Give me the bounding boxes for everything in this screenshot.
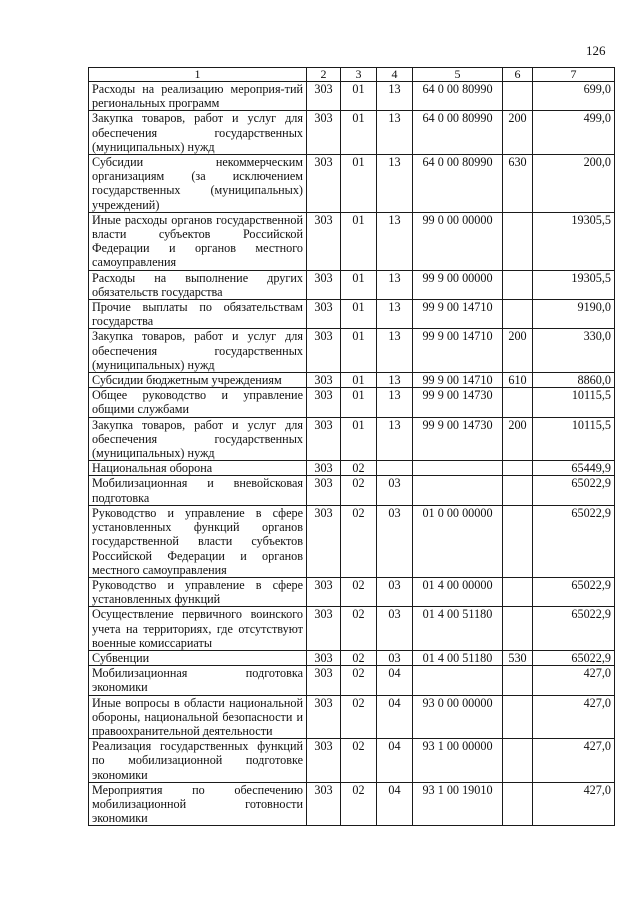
- table-row: [89, 155, 615, 213]
- cell-target-article: 64 0 00 80990: [413, 111, 503, 155]
- table-row: [89, 695, 615, 739]
- cell-subsection: 13: [377, 373, 413, 388]
- cell-name: Руководство и управление в сфере установленных функций: [89, 577, 307, 606]
- cell-subsection: 13: [377, 212, 413, 270]
- cell-subsection: 13: [377, 300, 413, 329]
- cell-ved: 303: [307, 111, 341, 155]
- cell-target-article: 99 9 00 00000: [413, 270, 503, 299]
- cell-name: Субвенции: [89, 650, 307, 665]
- cell-section: 01: [341, 82, 377, 111]
- cell-section: 02: [341, 607, 377, 651]
- cell-name: Прочие выплаты по обязательствам государства: [89, 300, 307, 329]
- cell-target-article: 01 4 00 51180: [413, 650, 503, 665]
- cell-expense-type: [503, 476, 533, 505]
- cell-target-article: 93 1 00 00000: [413, 739, 503, 783]
- cell-expense-type: [503, 666, 533, 695]
- cell-expense-type: [503, 695, 533, 739]
- cell-section: 02: [341, 695, 377, 739]
- cell-amount: 65022,9: [533, 607, 615, 651]
- cell-subsection: 03: [377, 577, 413, 606]
- cell-amount: 499,0: [533, 111, 615, 155]
- cell-section: 01: [341, 300, 377, 329]
- cell-subsection: 13: [377, 155, 413, 213]
- cell-section: 01: [341, 270, 377, 299]
- cell-amount: 65022,9: [533, 650, 615, 665]
- cell-subsection: 04: [377, 782, 413, 826]
- cell-expense-type: [503, 388, 533, 417]
- cell-target-article: 99 9 00 14710: [413, 373, 503, 388]
- cell-ved: 303: [307, 739, 341, 783]
- cell-expense-type: 610: [503, 373, 533, 388]
- cell-expense-type: [503, 607, 533, 651]
- cell-name: Закупка товаров, работ и услуг для обеспечения государственных (муниципальных) нужд: [89, 111, 307, 155]
- cell-subsection: 13: [377, 417, 413, 461]
- cell-target-article: 99 9 00 14710: [413, 329, 503, 373]
- cell-amount: 65022,9: [533, 505, 615, 577]
- cell-subsection: 03: [377, 650, 413, 665]
- cell-section: 01: [341, 111, 377, 155]
- cell-amount: 427,0: [533, 695, 615, 739]
- cell-section: 02: [341, 782, 377, 826]
- cell-section: 02: [341, 577, 377, 606]
- cell-section: 02: [341, 476, 377, 505]
- cell-amount: 200,0: [533, 155, 615, 213]
- cell-amount: 330,0: [533, 329, 615, 373]
- cell-section: 01: [341, 212, 377, 270]
- cell-subsection: 04: [377, 666, 413, 695]
- cell-name: Реализация государственных функций по мобилизационной подготовке экономики: [89, 739, 307, 783]
- cell-ved: 303: [307, 782, 341, 826]
- header-col-csr: 5: [413, 68, 503, 82]
- cell-ved: 303: [307, 329, 341, 373]
- table-row: [89, 666, 615, 695]
- cell-name: Закупка товаров, работ и услуг для обеспечения государственных (муниципальных) нужд: [89, 417, 307, 461]
- header-col-ved: 2: [307, 68, 341, 82]
- cell-amount: 10115,5: [533, 417, 615, 461]
- cell-subsection: [377, 461, 413, 476]
- cell-amount: 19305,5: [533, 212, 615, 270]
- cell-target-article: 99 0 00 00000: [413, 212, 503, 270]
- header-col-name: 1: [89, 68, 307, 82]
- cell-amount: 427,0: [533, 782, 615, 826]
- cell-target-article: 99 9 00 14730: [413, 388, 503, 417]
- table-row: [89, 82, 615, 111]
- table-header-row: [89, 68, 615, 82]
- page-number: 126: [586, 43, 606, 58]
- table-row: [89, 476, 615, 505]
- cell-name: Расходы на реализацию мероприя-тий региональных программ: [89, 82, 307, 111]
- cell-ved: 303: [307, 577, 341, 606]
- table-row: [89, 461, 615, 476]
- cell-subsection: 13: [377, 270, 413, 299]
- cell-ved: 303: [307, 82, 341, 111]
- cell-expense-type: [503, 270, 533, 299]
- table-row: [89, 212, 615, 270]
- table-row: [89, 607, 615, 651]
- cell-name: Иные вопросы в области национальной обороны, национальной безопасности и правоохранительной деятельности: [89, 695, 307, 739]
- table-row: [89, 577, 615, 606]
- cell-target-article: [413, 461, 503, 476]
- cell-target-article: [413, 476, 503, 505]
- cell-name: Общее руководство и управление общими службами: [89, 388, 307, 417]
- cell-ved: 303: [307, 461, 341, 476]
- cell-target-article: 99 9 00 14730: [413, 417, 503, 461]
- cell-target-article: [413, 666, 503, 695]
- table-row: [89, 650, 615, 665]
- budget-table: [88, 67, 615, 826]
- cell-ved: 303: [307, 212, 341, 270]
- cell-target-article: 01 4 00 51180: [413, 607, 503, 651]
- cell-ved: 303: [307, 505, 341, 577]
- table-row: [89, 417, 615, 461]
- cell-expense-type: [503, 782, 533, 826]
- cell-name: Субсидии бюджетным учреждениям: [89, 373, 307, 388]
- cell-target-article: 99 9 00 14710: [413, 300, 503, 329]
- cell-ved: 303: [307, 650, 341, 665]
- cell-subsection: 03: [377, 476, 413, 505]
- cell-name: Субсидии некоммерческим организациям (за исключением государственных (муниципальных) учреждений): [89, 155, 307, 213]
- table-row: [89, 270, 615, 299]
- table-row: [89, 505, 615, 577]
- cell-subsection: 04: [377, 695, 413, 739]
- cell-target-article: 01 0 00 00000: [413, 505, 503, 577]
- cell-amount: 8860,0: [533, 373, 615, 388]
- cell-expense-type: 200: [503, 329, 533, 373]
- cell-ved: 303: [307, 388, 341, 417]
- cell-expense-type: [503, 300, 533, 329]
- cell-subsection: 13: [377, 329, 413, 373]
- table-row: [89, 300, 615, 329]
- cell-amount: 699,0: [533, 82, 615, 111]
- cell-target-article: 93 0 00 00000: [413, 695, 503, 739]
- cell-expense-type: [503, 505, 533, 577]
- cell-amount: 65022,9: [533, 476, 615, 505]
- cell-expense-type: [503, 739, 533, 783]
- cell-name: Мобилизационная и вневойсковая подготовка: [89, 476, 307, 505]
- cell-expense-type: 200: [503, 417, 533, 461]
- cell-name: Осуществление первичного воинского учета на территориях, где отсутствуют военные комиссариаты: [89, 607, 307, 651]
- cell-section: 01: [341, 373, 377, 388]
- cell-ved: 303: [307, 607, 341, 651]
- cell-subsection: 03: [377, 505, 413, 577]
- table-row: [89, 388, 615, 417]
- header-col-pr: 4: [377, 68, 413, 82]
- cell-target-article: 01 4 00 00000: [413, 577, 503, 606]
- cell-amount: 10115,5: [533, 388, 615, 417]
- cell-subsection: 13: [377, 82, 413, 111]
- cell-amount: 65022,9: [533, 577, 615, 606]
- cell-section: 01: [341, 329, 377, 373]
- cell-ved: 303: [307, 417, 341, 461]
- cell-amount: 9190,0: [533, 300, 615, 329]
- table-row: [89, 782, 615, 826]
- cell-target-article: 64 0 00 80990: [413, 82, 503, 111]
- cell-expense-type: 630: [503, 155, 533, 213]
- cell-expense-type: 530: [503, 650, 533, 665]
- header-col-vr: 6: [503, 68, 533, 82]
- cell-expense-type: [503, 461, 533, 476]
- cell-name: Иные расходы органов государственной власти субъектов Российской Федерации и органов местного самоуправления: [89, 212, 307, 270]
- header-col-sum: 7: [533, 68, 615, 82]
- cell-amount: 427,0: [533, 666, 615, 695]
- cell-subsection: 04: [377, 739, 413, 783]
- cell-amount: 19305,5: [533, 270, 615, 299]
- cell-ved: 303: [307, 476, 341, 505]
- cell-expense-type: [503, 577, 533, 606]
- cell-amount: 65449,9: [533, 461, 615, 476]
- cell-expense-type: 200: [503, 111, 533, 155]
- cell-name: Руководство и управление в сфере установленных функций органов государственной власти субъектов Российской Федерации и органов местного самоуправления: [89, 505, 307, 577]
- cell-name: Закупка товаров, работ и услуг для обеспечения государственных (муниципальных) нужд: [89, 329, 307, 373]
- cell-ved: 303: [307, 373, 341, 388]
- cell-ved: 303: [307, 155, 341, 213]
- cell-section: 01: [341, 388, 377, 417]
- cell-name: Национальная оборона: [89, 461, 307, 476]
- cell-ved: 303: [307, 270, 341, 299]
- cell-section: 02: [341, 650, 377, 665]
- cell-name: Расходы на выполнение других обязательств государства: [89, 270, 307, 299]
- cell-amount: 427,0: [533, 739, 615, 783]
- cell-name: Мероприятия по обеспечению мобилизационной готовности экономики: [89, 782, 307, 826]
- cell-name: Мобилизационная подготовка экономики: [89, 666, 307, 695]
- cell-ved: 303: [307, 695, 341, 739]
- cell-ved: 303: [307, 666, 341, 695]
- cell-section: 02: [341, 739, 377, 783]
- cell-expense-type: [503, 212, 533, 270]
- cell-ved: 303: [307, 300, 341, 329]
- cell-subsection: 03: [377, 607, 413, 651]
- table-row: [89, 111, 615, 155]
- cell-section: 02: [341, 461, 377, 476]
- cell-target-article: 93 1 00 19010: [413, 782, 503, 826]
- table-row: [89, 329, 615, 373]
- cell-subsection: 13: [377, 388, 413, 417]
- cell-section: 01: [341, 155, 377, 213]
- cell-section: 02: [341, 505, 377, 577]
- cell-section: 02: [341, 666, 377, 695]
- table-row: [89, 373, 615, 388]
- table-body: [89, 82, 615, 826]
- cell-target-article: 64 0 00 80990: [413, 155, 503, 213]
- table-row: [89, 739, 615, 783]
- header-col-rz: 3: [341, 68, 377, 82]
- cell-section: 01: [341, 417, 377, 461]
- cell-subsection: 13: [377, 111, 413, 155]
- cell-expense-type: [503, 82, 533, 111]
